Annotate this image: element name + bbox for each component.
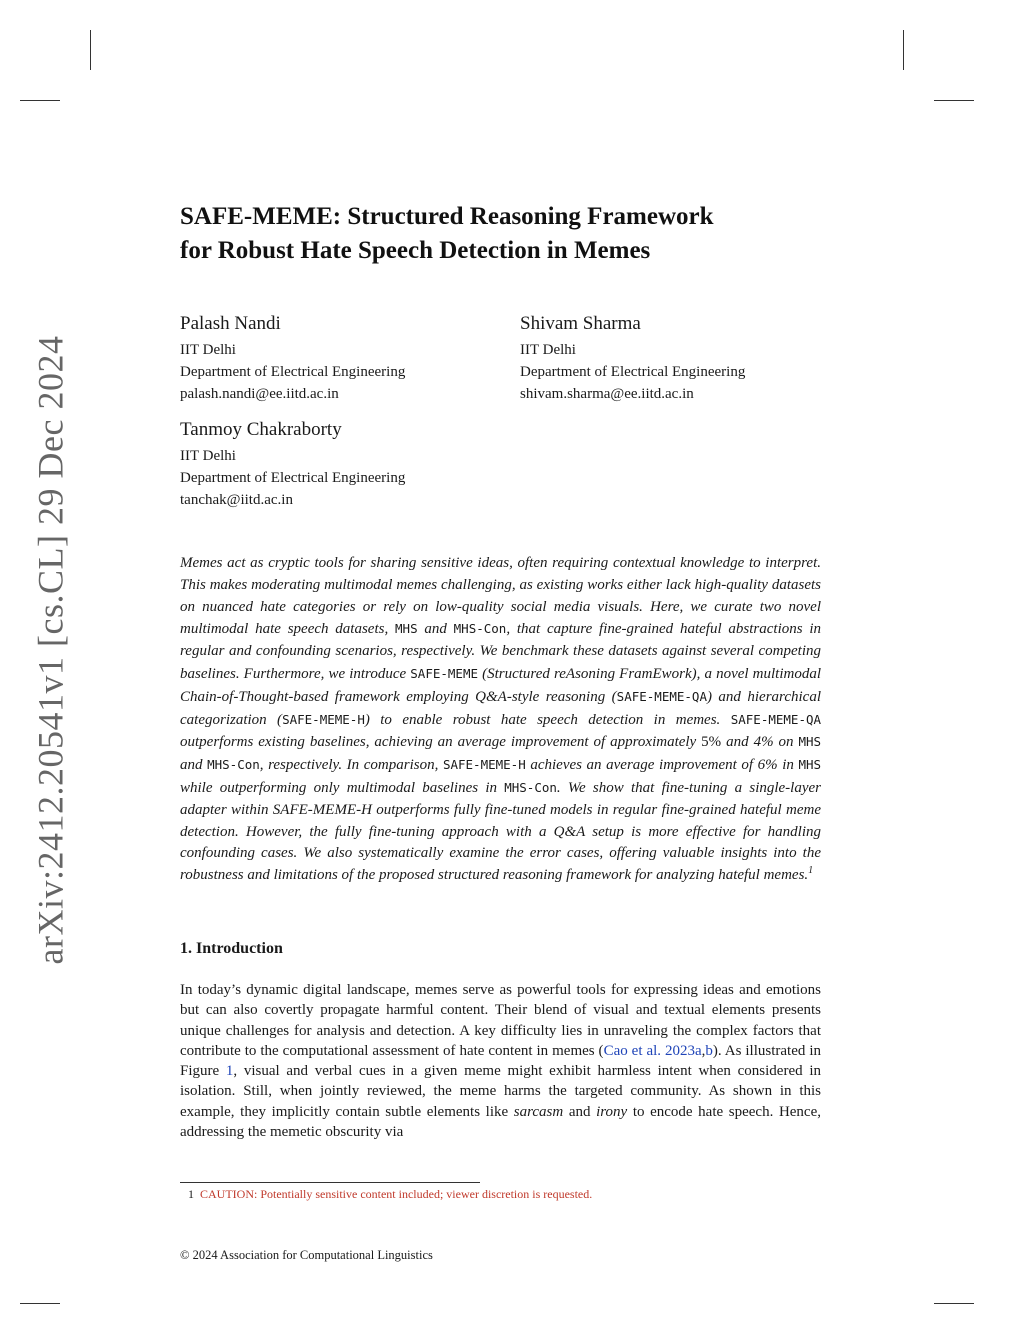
abstract: Memes act as cryptic tools for sharing sensitive ideas, often requiring contextual knowledge to interpret. This makes moderating multimodal memes challenging, as existing works either lack high-quality datasets on nuanced hate categories or rely on low-quality social media visuals. Here, we curate two novel multimodal hate speech datasets, MHS and MHS-Con, that capture fine-grained hateful abstractions in regular and confounding scenarios, respectively. We benchmark these datasets against several competing baselines. Furthermore, we introduce SAFE-MEME (Structured reAsoning FramEwork), a novel multimodal Chain-of-Thought-based framework employing Q&A-style reasoning (SAFE-MEME-QA) and hierarchical categorization (SAFE-MEME-H) to enable robust hate speech detection in memes. SAFE-MEME-QA outperforms existing baselines, achieving an average improvement of approximately 5% and 4% on MHS and MHS-Con, respectively. In comparison, SAFE-MEME-H achieves an average improvement of 6% in MHS while outperforming only multimodal baselines in MHS-Con. We show that fine-tuning a single-layer adapter within SAFE-MEME-H outperforms fully fine-tuned models in regular fine-grained hateful meme detection. However, the fully fine-tuning approach with a Q&A setup is more effective for handling confounding cases. We also systematically examine the error cases, offering valuable insights into the robustness and limitations of the proposed structured reasoning framework for analyzing hateful memes.$^1$ (180, 555, 822, 884)
citation-link[interactable]: Cao et al. 2023a (603, 1042, 702, 1059)
author-email: tanchak@iitd.ac.in (180, 492, 293, 508)
arxiv-identifier: arXiv:2412.20541v1 [cs.CL] 29 Dec 2024 (30, 335, 71, 965)
paper-title (180, 200, 820, 268)
crop-mark (903, 30, 904, 70)
author-name: Tanmoy Chakraborty (180, 419, 342, 440)
copyright-notice: © 2024 Association for Computational Linguistics (180, 1248, 433, 1262)
citation-link[interactable]: b (705, 1042, 713, 1059)
author-email: shivam.sharma@ee.iitd.ac.in (520, 386, 694, 402)
author-affiliation: IIT Delhi (520, 342, 576, 358)
crop-mark (20, 100, 60, 101)
footnote-text: CAUTION: Potentially sensitive content included; viewer discretion is requested. (200, 1187, 593, 1201)
crop-mark (90, 30, 91, 70)
author-department: Department of Electrical Engineering (180, 364, 406, 380)
author-block (520, 311, 745, 405)
title-line: for Robust Hate Speech Detection in Memes (180, 237, 651, 264)
author-affiliation: IIT Delhi (180, 448, 236, 464)
crop-mark (20, 1303, 60, 1304)
author-block (180, 311, 405, 405)
title-line: SAFE-MEME: Structured Reasoning Framework (180, 203, 714, 230)
section-heading: 1. Introduction (180, 940, 283, 957)
author-block (180, 417, 405, 511)
author-department: Department of Electrical Engineering (180, 470, 406, 486)
author-name: Shivam Sharma (520, 313, 641, 334)
crop-mark (934, 1303, 974, 1304)
author-department: Department of Electrical Engineering (520, 364, 746, 380)
author-email: palash.nandi@ee.iitd.ac.in (180, 386, 339, 402)
crop-mark (934, 100, 974, 101)
author-name: Palash Nandi (180, 313, 281, 334)
footnote-marker[interactable]: 1 (808, 865, 814, 877)
footnote (188, 1187, 592, 1202)
figure-link[interactable]: 1 (225, 1063, 234, 1080)
author-affiliation: IIT Delhi (180, 342, 236, 358)
body-paragraph: In today’s dynamic digital landscape, memes serve as powerful tools for expressing ideas and emotions but can also covertly propagate harmful content. Their blend of visual and textual elements presents unique challenges for analysis and detection. A key difficulty lies in unraveling the complex factors that contribute to the computational assessment of hate content in memes (Cao et al. 2023a,b). As illustrated in Figure 1, visual and verbal cues in a given meme might exhibit harmless intent when considered in isolation. Still, when jointly reviewed, the meme harms the targeted community. As shown in this example, they implicitly contain subtle elements like sarcasm and irony to encode hate speech. Hence, addressing the memetic obscurity via (180, 982, 822, 1141)
footnote-divider (180, 1182, 480, 1183)
footnote-number: 1 (188, 1187, 194, 1201)
